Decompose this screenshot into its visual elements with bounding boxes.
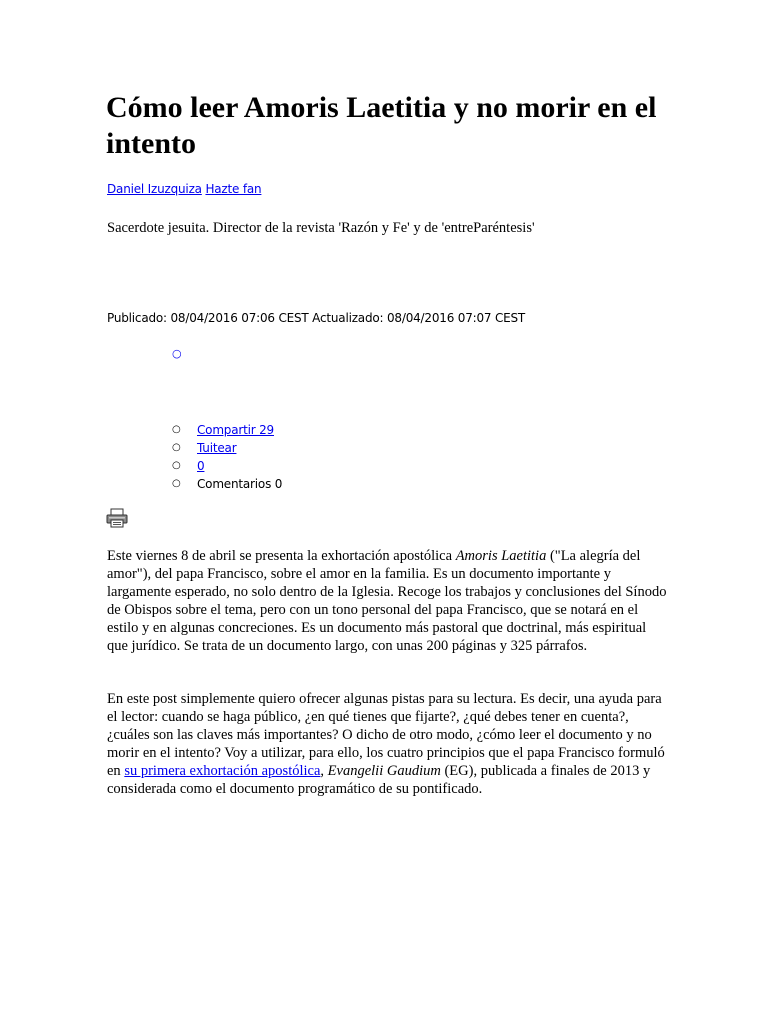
author-bio: Sacerdote jesuita. Director de la revista 'Razón y Fe' y de 'entreParéntesis' [107, 220, 535, 236]
share-list [172, 421, 282, 493]
paragraph-text: , [320, 763, 328, 779]
paragraph-text: En este post simplemente quiero ofrecer algunas pistas para su lectura. Es decir, una ayuda para el lector: cuando se haga público, ¿en qué tienes que fijarte?, ¿qué debes tener en cuenta?, ¿cuáles son las claves más importantes? O dicho de otro modo, ¿cómo leer el documento y no morir en el intento? Voy a utilizar, para ello, los cuatro principios que el papa Francisco formuló en [107, 691, 665, 779]
printer-icon-graphic [106, 508, 128, 528]
inline-link[interactable]: su primera exhortación apostólica [124, 763, 321, 779]
paragraph-text: (EG), publicada a finales de 2013 y considerada como el documento programático de su pontificado. [107, 763, 651, 797]
publish-dates: Publicado: 08/04/2016 07:06 CEST Actualizado: 08/04/2016 07:07 CEST [107, 311, 526, 325]
comments-count: Comentarios 0 [197, 477, 283, 491]
share-facebook-link[interactable]: Compartir 29 [197, 423, 274, 437]
emphasized-text: Evangelii Gaudium [327, 763, 441, 779]
share-count-link[interactable]: 0 [197, 459, 205, 473]
emphasized-text: Amoris Laetitia [455, 548, 547, 564]
printer-icon[interactable] [106, 508, 128, 528]
list-bullet: ○ [172, 442, 181, 453]
empty-share-item: ○ [172, 347, 182, 360]
share-item-facebook [172, 421, 282, 439]
paragraph-text: Este viernes 8 de abril se presenta la exhortación apostólica [107, 548, 456, 564]
list-bullet: ○ [172, 478, 181, 489]
paragraph-text: ("La alegría del amor"), del papa Francisco, sobre el amor en la familia. Es un documento importante y largamente esperado, no solo dentro de la Iglesia. Recoge los trabajos y conclusiones del Sínodo de Obispos sobre el tema, pero con un tono personal del papa Francisco, que se notará en el estilo y en algunas concreciones. Es un documento más pastoral que doctrinal, más espiritual que jurídico. Se trata de un documento largo, con unas 200 páginas y 325 párrafos. [107, 548, 667, 654]
author-name-link[interactable]: Daniel Izuzquiza [107, 182, 202, 196]
share-item-count [172, 457, 282, 475]
article-paragraph-2 [107, 690, 667, 798]
article-title: Cómo leer Amoris Laetitia y no morir en el intento [106, 91, 657, 160]
become-fan-link[interactable]: Hazte fan [205, 182, 262, 196]
list-bullet: ○ [172, 424, 181, 435]
list-bullet: ○ [172, 460, 181, 471]
article-paragraph-1 [107, 547, 667, 655]
share-twitter-link[interactable]: Tuitear [197, 441, 237, 455]
share-item-comments [172, 475, 282, 493]
author-byline [107, 181, 261, 197]
share-item-twitter [172, 439, 282, 457]
